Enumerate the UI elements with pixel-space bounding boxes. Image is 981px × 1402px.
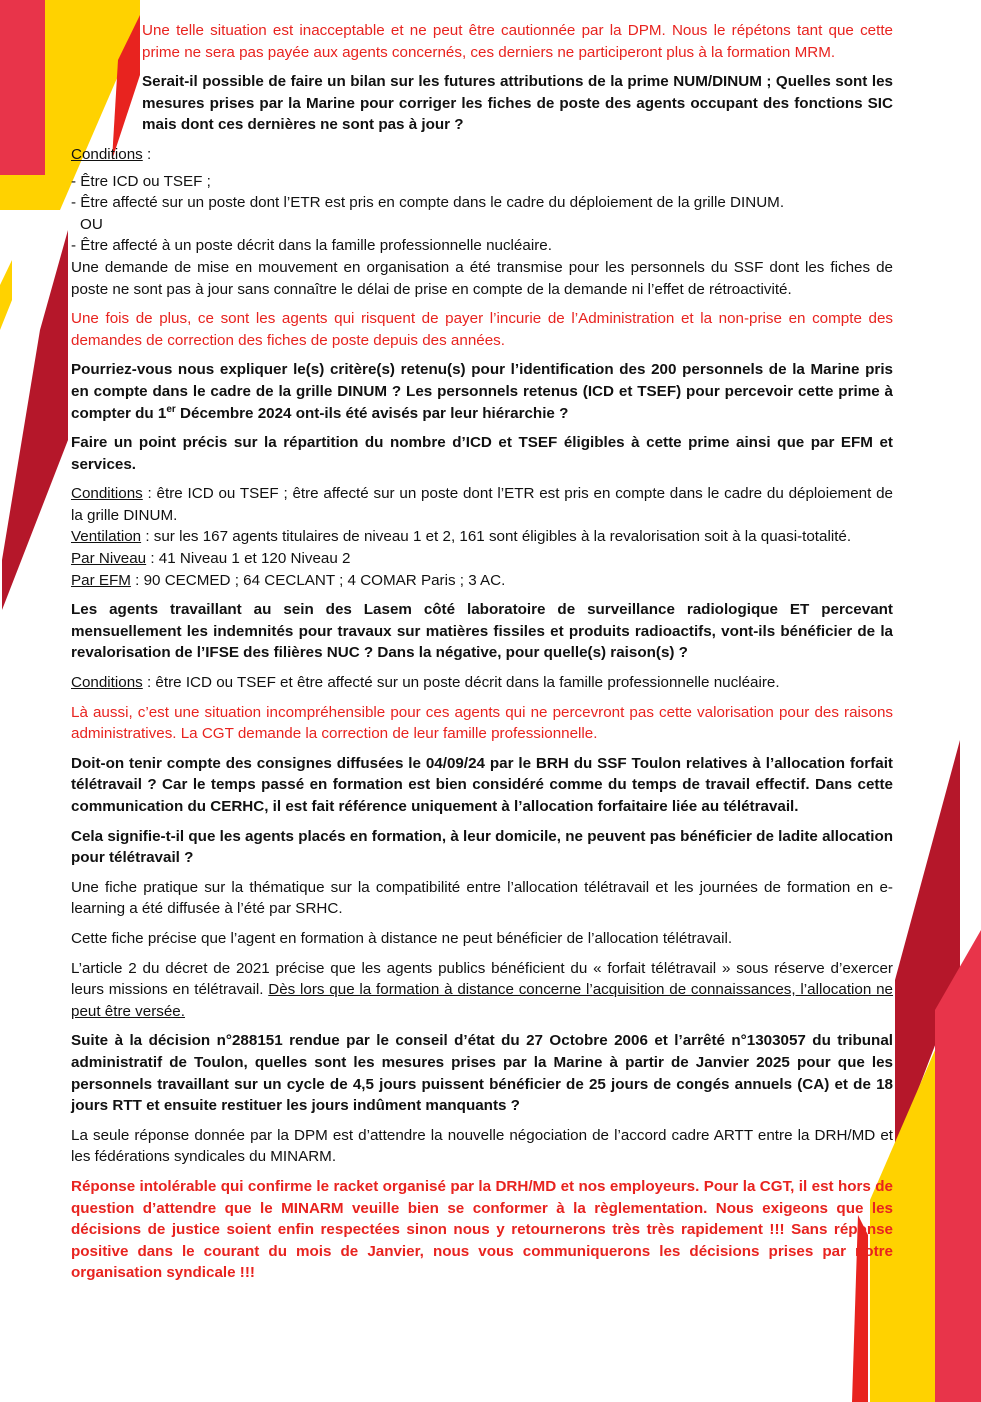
detail-conditions [71, 483, 893, 526]
left-yellow-sliver [0, 260, 12, 330]
paragraph-fiche-precise: Cette fiche précise que l’agent en formation à distance ne peut bénéficier de l’allocation télétravail. [71, 929, 733, 947]
paragraph-mouvement-organisation: Une demande de mise en mouvement en organisation a été transmise pour les personnels du SSF dont les fiches de poste ne sont pas à jour sans connaître le délai de prise en compte de la demande ni l’effet de rétroactivité. [71, 258, 893, 298]
conditions-nuc-text: : être ICD ou TSEF et être affecté sur un poste décrit dans la famille professionnelle nucléaire. [142, 674, 780, 692]
paragraph-conditions-nuc [71, 672, 893, 694]
question-conseil-etat: Suite à la décision n°288151 rendue par le conseil d’état du 27 Octobre 2006 et l’arrêté n°1303057 du tribunal administratif de Toulon, quelles sont les mesures prises par la Marine à partir de Janvier 2025 pour que les personnels travaillant sur un cycle de 4,5 jours puissent bénéficier de 25 jours de congés annuels (CA) et de 18 jours RTT et ensuite restituer les jours indûment manquants ? [71, 1032, 893, 1115]
question-criteres-dinum [71, 359, 893, 424]
detail-par-efm [71, 570, 893, 592]
paragraph-dpm-warning: Une telle situation est inacceptable et ne peut être cautionnée par la DPM. Nous le répétons tant que cette prime ne sera pas payée aux agents concernés, ces derniers ne participeront plus à la formation MRM. [142, 22, 893, 61]
question-num-dinum: Serait-il possible de faire un bilan sur les futures attributions de la prime NUM/DINUM ; Quelles sont les mesures prises par la Marine pour corriger les fiches de poste des agents occupant des fonctions SIC mais dont ces dernières ne sont pas à jour ? [142, 73, 893, 134]
question-criteres-text-end: Décembre 2024 ont-ils été avisés par leur hiérarchie ? [175, 404, 569, 422]
paragraph-cgt-demande: Là aussi, c’est une situation incompréhensible pour ces agents qui ne percevront pas cette valorisation pour des raisons administratives. La CGT demande la correction de leur famille professionnelle. [71, 703, 893, 743]
question-lasem: Les agents travaillant au sein des Lasem côté laboratoire de surveillance radiologique ET percevant mensuellement les indemnités pour travaux sur matières fissiles et produits radioactifs, vont-ils bénéficier de la revalorisation de l’IFSE des filières NUC ? Dans la négative, pour quelle(s) raison(s) ? [71, 601, 893, 662]
condition-item: - Être affecté sur un poste dont l’ETR est pris en compte dans le cadre du déploiement de la grille DINUM. [71, 194, 785, 212]
paragraph-article-2 [71, 958, 893, 1023]
detail-ventilation-label: Ventilation [71, 528, 142, 546]
detail-conditions-text: : être ICD ou TSEF ; être affecté sur un poste dont l’ETR est pris en compte dans le cadre du déploiement de la grille DINUM. [71, 485, 893, 524]
article-2-text: L’article 2 du décret de 2021 précise que les agents publics bénéficient du « forfait télétravail » sous réserve d’exercer leurs missions en télétravail. [71, 959, 893, 999]
question-teletravail-consignes: Doit-on tenir compte des consignes diffusées le 04/09/24 par le BRH du SSF Toulon relatives à l’allocation forfait télétravail ? Car le temps passé en formation est bien considéré comme du temps de travail effectif. Dans cette communication du CERHC, il est fait référence uniquement à l’allocation forfaitaire liée au télétravail. [71, 754, 893, 815]
left-red-band-top [0, 0, 45, 175]
conditions-list [71, 171, 893, 257]
conditions-label: Conditions [71, 145, 143, 163]
paragraph-reponse-dpm: La seule réponse donnée par la DPM est d’attendre la nouvelle négociation de l’accord cadre ARTT entre la DRH/MD et les fédérations syndicales du MINARM. [71, 1126, 893, 1166]
detail-par-niveau-text: : 41 Niveau 1 et 120 Niveau 2 [146, 550, 351, 568]
right-red-band [935, 930, 981, 1402]
question-repartition: Faire un point précis sur la répartition du nombre d’ICD et TSEF éligibles à cette prime ainsi que par EFM et services. [71, 434, 893, 473]
question-teletravail-domicile: Cela signifie-t-il que les agents placés en formation, à leur domicile, ne peuvent pas bénéficier de ladite allocation pour télétravail ? [71, 827, 893, 867]
conditions-colon: : [142, 145, 152, 163]
paragraph-reponse-intolerable: Réponse intolérable qui confirme le racket organisé par la DRH/MD et nos employeurs. Pour la CGT, il est hors de question d’attendre que le MINARM veuille bien se conformer à la règlementation. Nous exigeons que les décisions de justice soient enfin respectées sinon nous y retournerons très très rapidement !!! Sans réponse positive dans le courant du mois de Janvier, nous vous communiquerons les décisions prises par notre organisation syndicale !!! [71, 1177, 893, 1282]
conditions-nuc-label: Conditions [71, 674, 143, 692]
detail-par-efm-text: : 90 CECMED ; 64 CECLANT ; 4 COMAR Paris ; 3 AC. [130, 571, 506, 589]
document-body [71, 20, 893, 1292]
conditions-heading [71, 144, 893, 166]
article-2-underlined: Dès lors que la formation à distance concerne l’acquisition de connaissances, l’allocation ne peut être versée. [71, 981, 894, 1020]
detail-ventilation [71, 526, 893, 548]
condition-item: - Être affecté à un poste décrit dans la famille professionnelle nucléaire. [71, 237, 552, 255]
dinum-details [71, 483, 893, 591]
superscript-er: er [166, 403, 176, 415]
condition-item: - Être ICD ou TSEF ; [71, 172, 211, 190]
question-criteres-text: Pourriez-vous nous expliquer le(s) critère(s) retenu(s) pour l’identification des 200 personnels de la Marine pris en compte dans le cadre de la grille DINUM ? Les personnels retenus (ICD et TSEF) pour percevoir cette prime à compter du 1 [71, 361, 893, 422]
detail-par-niveau-label: Par Niveau [71, 550, 147, 568]
detail-conditions-label: Conditions [71, 485, 143, 503]
detail-par-niveau [71, 548, 893, 570]
detail-par-efm-label: Par EFM [71, 571, 131, 589]
detail-ventilation-text: : sur les 167 agents titulaires de niveau 1 et 2, 161 sont éligibles à la revalorisation soit à la quasi-totalité. [141, 528, 852, 546]
condition-or: OU [80, 215, 103, 233]
paragraph-fiche-pratique: Une fiche pratique sur la thématique sur la compatibilité entre l’allocation télétravail et les journées de formation en e-learning a été diffusée à l’été par SRHC. [71, 878, 893, 918]
paragraph-incurie: Une fois de plus, ce sont les agents qui risquent de payer l’incurie de l’Administration et la non-prise en compte des demandes de correction des fiches de poste depuis des années. [71, 310, 893, 349]
